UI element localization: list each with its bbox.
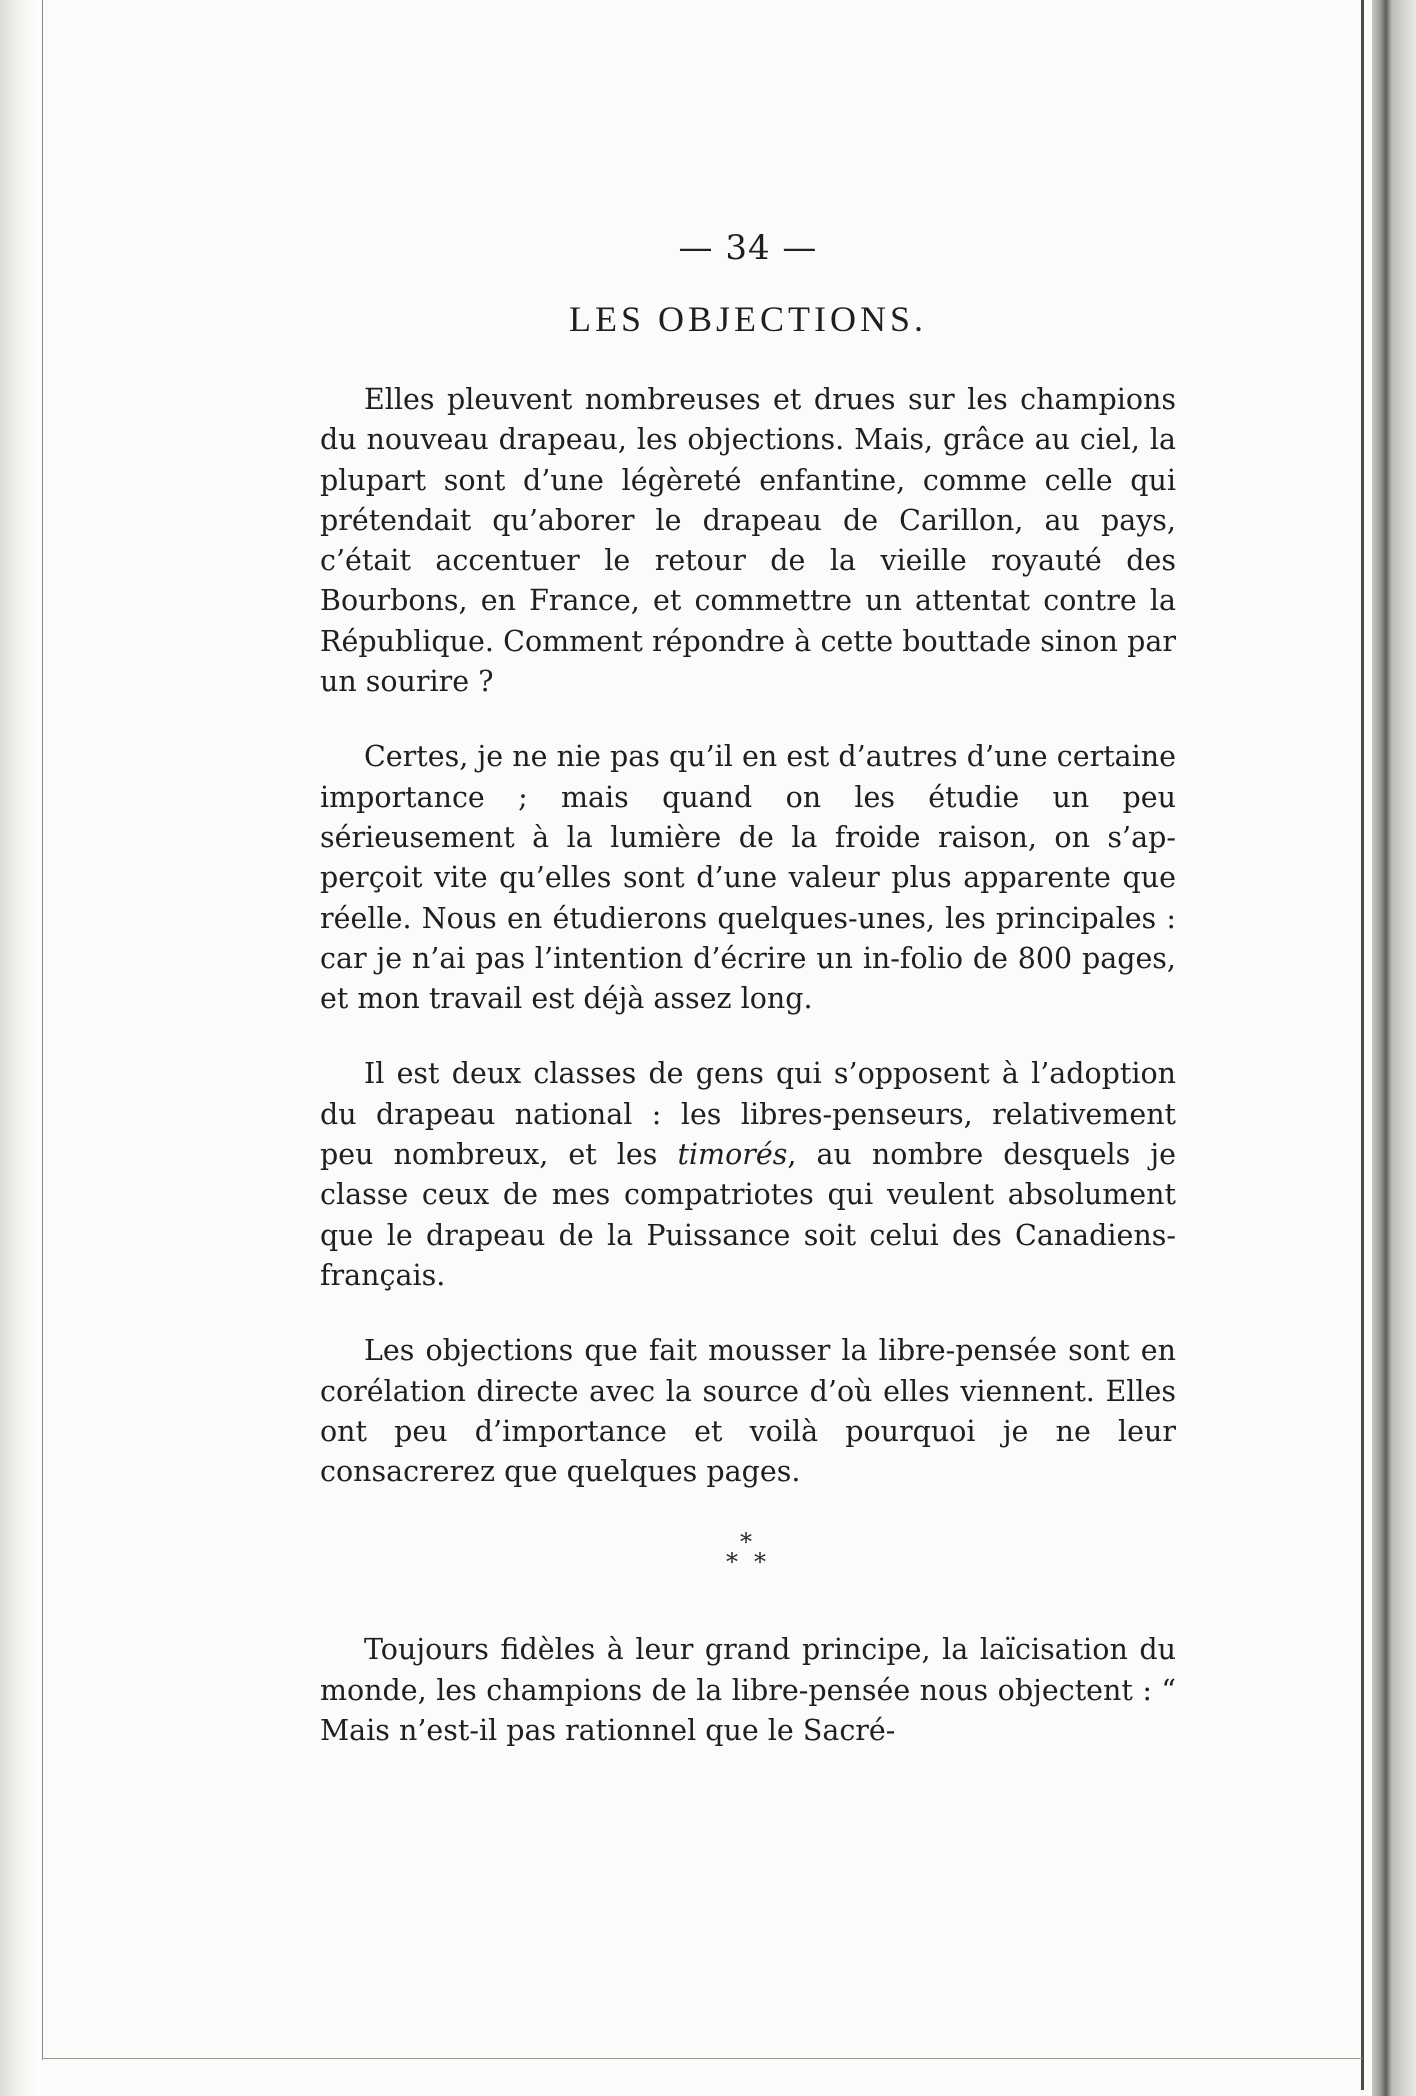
page-left-edge [0,0,40,2096]
paragraph-4: Les objections que fait mousser la libre-pensée sont en corélation directe avec la source d’où elles viennent. Elles ont peu d’importance et voilà pourquoi je ne leur consacrerez que quelques pages. [320,1334,1176,1489]
asterism-separator [718,1530,778,1576]
emphasized-word: timorés [677,1138,788,1172]
page-number: — 34 — [678,228,818,268]
paragraph-3: Il est deux classes de gens qui s’opposent à l’adoption du drapeau national : les libres-penseurs, relativement peu nombreux, et les timorés, au nombre desquels je classe ceux de mes compatriotes qui veulent absolument que le drapeau de la Puissance soit celui des Canadiens-français. [320,1057,1177,1292]
asterism-star-top: * [740,1528,752,1557]
paragraph-1: Elles pleuvent nombreuses et drues sur les champions du nouveau drapeau, les objections. Mais, grâce au ciel, la plupart sont d’une légèreté enfantine, comme celle qui prétendait qu’aborer le drapeau de Carillon, au pays, c’était accentuer le retour de la vieille royauté des Bourbons, en France, et commettre un attentat contre la République. Comment répondre à cette bouttade sinon par un sourire ? [320,383,1176,699]
page-bottom-border [42,2058,1362,2059]
asterism-star-right: * [754,1548,766,1577]
binding-shadow [1372,0,1416,2096]
page-right-border [1361,0,1364,2090]
chapter-title: LES OBJECTIONS. [568,299,928,339]
page-left-border [42,0,43,2060]
paragraph-2: Certes, je ne nie pas qu’il en est d’autres d’une certaine importance ; mais quand on les étudie un peu sérieusement à la lumière de la froide raison, on s’apperçoit vite qu’elles sont d’une valeur plus apparente que réelle. Nous en étudierons quelques-unes, les principales : car je n’ai pas l’intention d’écrire un in-folio de 800 pages, et mon travail est déjà assez long. [320,740,1176,1016]
paragraph-5: Toujours fidèles à leur grand principe, la laïcisation du monde, les champions de la libre-pensée nous objectent : “ Mais n’est-il pas rationnel que le Sacré- [320,1633,1176,1748]
page-content [320,228,1176,1786]
asterism-star-left: * [726,1548,738,1577]
